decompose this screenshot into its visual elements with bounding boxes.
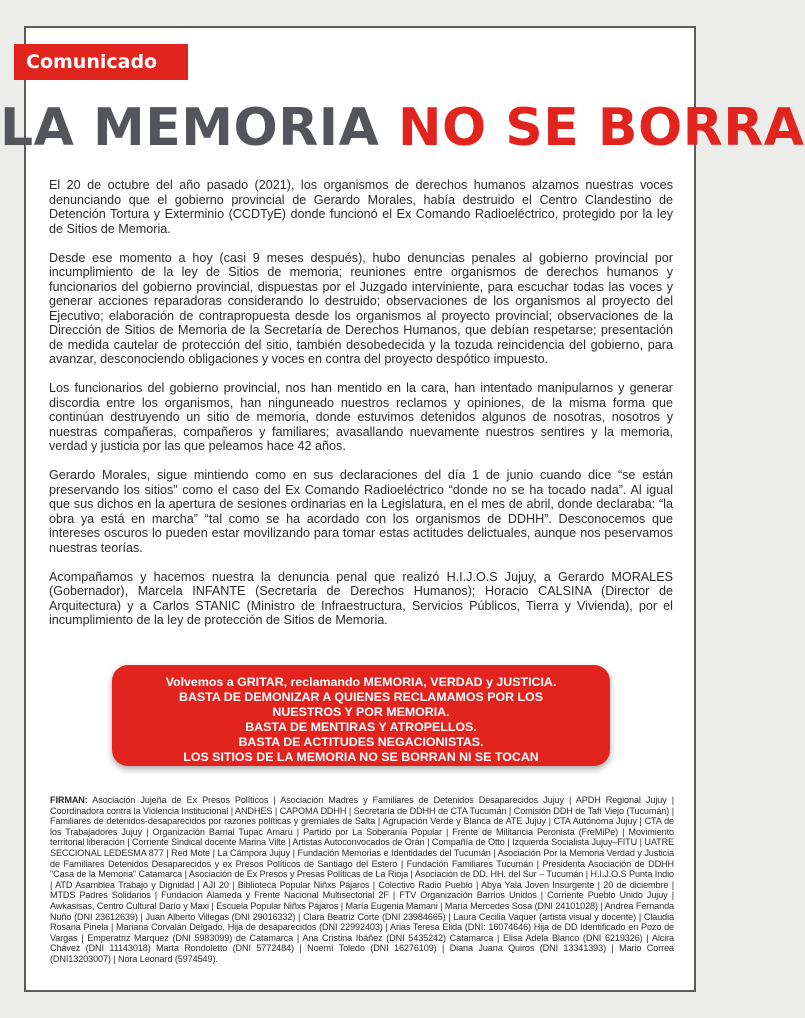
signers-label: FIRMAN: <box>50 795 88 805</box>
callout-line-1: Volvemos a GRITAR, reclamando MEMORIA, VERDAD y JUSTICIA. <box>165 675 557 689</box>
title-part-2: NO SE BORRA <box>397 98 805 158</box>
statement-body <box>49 178 673 642</box>
callout-line-4: BASTA DE MENTIRAS Y ATROPELLOS. <box>245 720 477 734</box>
paragraph-5: Acompañamos y hacemos nuestra la denuncia penal que realizó H.I.J.O.S Jujuy, a Gerardo MORALES (Gobernador), Marcela INFANTE (Secretaria de Derechos Humanos); Horacio CALSINA (Director de Arquitectura) y a Carlos STANIC (Ministro de Infraestructura, Servicios Públicos, Tierra y Vivienda), por el incumplimiento de la ley de protección de Sitios de Memoria. <box>49 569 673 627</box>
signatories-block <box>50 795 674 965</box>
callout-line-3: NUESTROS Y POR MEMORIA. <box>272 705 450 719</box>
page-title <box>0 96 805 160</box>
callout-line-5: BASTA DE ACTITUDES NEGACIONISTAS. <box>238 735 484 749</box>
demands-callout <box>112 665 610 766</box>
callout-line-6: LOS SITIOS DE LA MEMORIA NO SE BORRAN NI SE TOCAN <box>183 750 539 764</box>
paragraph-4: Gerardo Morales, sigue mintiendo como en sus declaraciones del día 1 de junio cuando dice “se están preservando los sitios” como el caso del Ex Comando Radioeléctrico “donde no se ha tocado nada”. Al igual que sus dichos en la apertura de sesiones ordinarias en la Legislatura, en el mes de abril, donde declaraba: “la obra ya está en marcha” “tal como se ha acordado con los organismos de DDHH”. Desconocemos que intereses oscuros lo pueden estar movilizando para tomar estas actitudes delictuales, aunque nos peservamos nuestras teorías. <box>49 468 673 555</box>
callout-line-2: BASTA DE DEMONIZAR A QUIENES RECLAMAMOS POR LOS <box>179 690 543 704</box>
signers-list: Asociación Jujeña de Ex Presos Políticos | Asociación Madres y Familiares de Detenidos Desaparecidos Jujuy | APDH Regional Jujuy | Coordinadora contra la Violencia Institucional | ANDHES | CAPOMA DDHH | Secretaría de DDHH de CTA Tucumán | Comisión DDH de Tafí Viejo (Tucumán) | Familiares de detenidos-desaparecidos por razones políticas y gremiales de Salta | Agrupación Verde y Blanca de ATE Jujuy | CTA Autónoma Jujuy | CTA de los Trabajadores Jujuy | Organización Barrial Tupac Amaru | Partido por La Soberanía Popular | Frente de Militancia Peronista (FreMiPe) | Movimiento territorial liberación | Corriente Sindical docente Marina Vilte | Artistas Autoconvocados de Orán | Compañía de Otto | Izquierda Socialista Jujuy–FITU | UATRE SECCIONAL LEDESMA 877 | Red Mote | La Cámpora Jujuy | Fundación Memorias e Identidades del Tucumán | Asociación Por la Memoria Verdad y Justicia de Familiares Detenidos Desaparecidos y ex Presos Políticos de Santiago del Estero | Fundación Familiares Tucumán | Presidenta Asociación de DDHH "Casa de la Memoria" Catamarca | Asociación de Ex Presos y Presas Políticas de La Rioja | Asociación de DD. HH. del Sur – Tucumán | H.I.J.O.S Punta Indio | ATD Asamblea Trabajo y Dignidad | AJI 20 | Biblioteca Popular Niñxs Pájaros | Colectivo Radio Pueblo | Abya Yala Joven Insurgente | 20 de diciembre | MTDS Padres Solidarios | Fundacion Alameda y Frente Nacional Multisectorial 2F | FTV Organización Barrios Unidos | Corriente Pueblo Unido Jujuy | Awkasisas, Centro Cultural Darío y Maxi | Escuela Popular Niñxs Pájaros | María Eugenia Mamani | María Mercedes Sosa (DNI 24101028) | Andrea Fernanda Nuño (DNI 23612639) | Juan Alberto Villegas (DNI 29016332) | Clara Beatriz Corte (DNI 23984665) | Laura Cecilia Vaquer (artista visual y docente) | Claudia Rosana Pinela | Mariana Corvalán Delgado, Hija de desaparecidos (DNI 22992403) | Arias Teresa Elida (DNI: 16074646) Hija de DD Identificado en Pozo de Vargas | Emperatriz Marquez (DNI 5983099) de Catamarca | Ana Cristina Ibáñez (DNI 5435242) Catamarca | Elisa Adela Blanco (DNI 6219326) | Alcira Chávez (DNI 11143018) Marta Rondoletto (DNI 5772484) | Noemí Toledo (DNI 16276109) | Diana Juana Quiros (DNI 13341393) | Mario Correa (DNI13203007) | Nora Leonard (5974549). <box>50 795 674 964</box>
title-part-1: LA MEMORIA <box>0 98 380 158</box>
paragraph-3: Los funcionarios del gobierno provincial, nos han mentido en la cara, han intentado manipularnos y generar discordia entre los organismos, han ninguneado nuestros reclamos y opiniones, de la misma forma que continúan destruyendo un sitio de memoria, donde estuvimos detenidos algunos de nosotras, nosotros y nuestras compañeras, compañeros y familiares; avasallando nuevamente nuestros sentires y la memoria, verdad y justicia por las que peleamos hace 42 años. <box>49 381 673 453</box>
paragraph-2: Desde ese momento a hoy (casi 9 meses después), hubo denuncias penales al gobierno provincial por incumplimiento de la ley de Sitios de memoria; reuniones entre organismos de derechos humanos y funcionarios del gobierno provincial, dispuestas por el Juzgado interviniente, para escuchar todas las voces y generar acciones reparadoras considerando lo destruido; observaciones de los organismos al proyecto del Ejecutivo; elaboración de contrapropuesta desde los organismos al proyecto provincial; observaciones de la Dirección de Sitios de Memoria de la Secretaría de Derechos Humanos, que debían respetarse; presentación de medida cautelar de protección del sitio, también desobedecida y la tozuda reincidencia del gobierno, para avanzar, desconociendo obligaciones y voces en contra del proyecto despótico impuesto. <box>49 250 673 366</box>
comunicado-badge <box>14 44 188 80</box>
badge-label: Comunicado <box>26 51 158 73</box>
paragraph-1: El 20 de octubre del año pasado (2021), los organismos de derechos humanos alzamos nuestras voces denunciando que el gobierno provincial de Gerardo Morales, había destruido el Centro Clandestino de Detención Tortura y Exterminio (CCDTyE) donde funcionó el Ex Comando Radioeléctrico, protegido por la ley de Sitios de Memoria. <box>49 178 673 236</box>
